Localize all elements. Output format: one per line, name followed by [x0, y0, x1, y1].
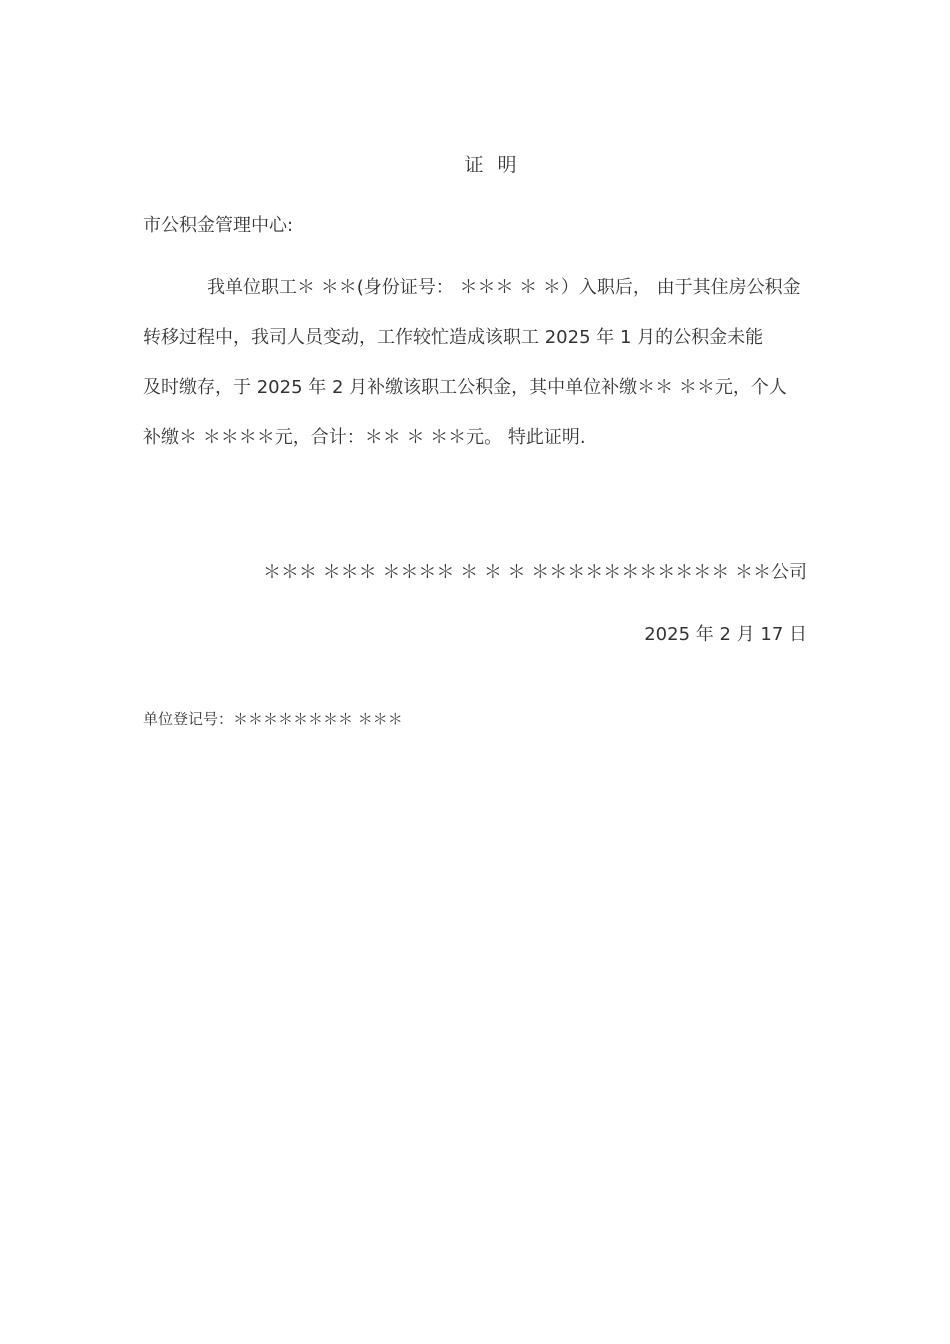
- body-line-3: 及时缴存，于 2025 年 2 月补缴该职工公积金，其中单位补缴＊＊ ＊＊元，个人: [143, 377, 787, 398]
- body-line-2: 转移过程中，我司人员变动，工作较忙造成该职工 2025 年 1 月的公积金未能: [143, 327, 764, 348]
- registration-number: 单位登记号：＊＊＊＊＊＊＊＊ ＊＊＊: [143, 710, 403, 728]
- company-signature: ＊＊＊ ＊＊＊ ＊＊＊＊ ＊ ＊ ＊ ＊＊＊＊＊＊＊＊＊＊＊ ＊＊公司: [262, 562, 807, 583]
- body-line-4: 补缴＊ ＊＊＊＊元，合计：＊＊ ＊ ＊＊元。 特此证明.: [143, 427, 586, 448]
- signature-date: 2025 年 2 月 17 日: [644, 624, 807, 645]
- body-line-1: 我单位职工＊ ＊＊(身份证号： ＊＊＊ ＊ ＊）入职后， 由于其住房公积金: [207, 277, 801, 298]
- salutation: 市公积金管理中心:: [143, 215, 294, 236]
- document-title: 证 明: [464, 154, 521, 176]
